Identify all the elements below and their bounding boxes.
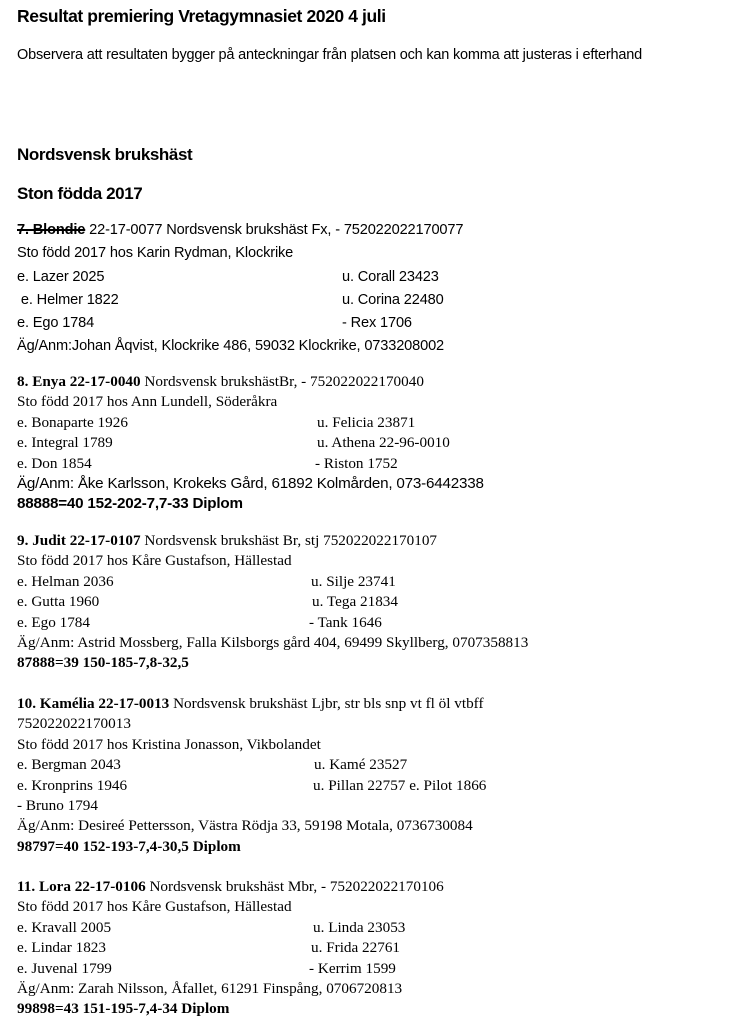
pedigree-dam: u. Linda 23053 [313, 918, 406, 936]
pedigree-row [17, 592, 737, 612]
page-title: Resultat premiering Vretagymnasiet 2020 4 juli [17, 6, 386, 26]
entry-number-name: 10. Kamélia 22-17-0013 [17, 695, 170, 712]
entry-desc-continued: 752022022170013 [17, 715, 131, 733]
pedigree-extra: - Bruno 1794 [17, 796, 98, 814]
entry-born: Sto född 2017 hos Karin Rydman, Klockrike [17, 245, 294, 262]
entry-header [17, 219, 737, 242]
entry-owner: Äg/Anm: Åke Karlsson, Krokeks Gård, 61892 Kolmården, 073-6442338 [17, 474, 484, 492]
entry-result: 88888=40 152-202-7,7-33 Diplom [17, 495, 243, 513]
pedigree-row [17, 776, 737, 796]
entry-born: Sto född 2017 hos Ann Lundell, Söderåkra [17, 393, 278, 411]
pedigree-dam: u. Pillan 22757 e. Pilot 1866 [313, 776, 487, 794]
pedigree-row [17, 613, 737, 633]
pedigree-dam: u. Athena 22-96-0010 [317, 434, 450, 452]
entry-desc: Nordsvensk brukshästBr, - 752022022170040 [144, 373, 424, 390]
pedigree-row [17, 312, 737, 335]
pedigree-sire: e. Bonaparte 1926 [17, 413, 128, 431]
pedigree-dam: u. Felicia 23871 [317, 413, 416, 431]
pedigree-sire: e. Lazer 2025 [17, 268, 105, 285]
pedigree-sire: e. Helman 2036 [17, 572, 114, 590]
entry-born: Sto född 2017 hos Kåre Gustafson, Hällestad [17, 552, 292, 570]
entry-number-name: 11. Lora 22-17-0106 [17, 878, 146, 895]
entry-7 [17, 219, 737, 359]
pedigree-dam: u. Frida 22761 [311, 939, 401, 957]
entry-desc: Nordsvensk brukshäst Ljbr, str bls snp vt fl öl vtbff [173, 695, 484, 712]
pedigree-sire: e. Lindar 1823 [17, 939, 106, 957]
pedigree-row [17, 266, 737, 289]
entry-header [17, 531, 737, 551]
entry-header [17, 877, 737, 897]
pedigree-sire: e. Helmer 1822 [17, 291, 119, 308]
pedigree-row [17, 918, 737, 938]
entry-result: 99898=43 151-195-7,4-34 Diplom [17, 1000, 230, 1018]
entry-owner: Äg/Anm: Astrid Mossberg, Falla Kilsborgs gård 404, 69499 Skyllberg, 0707358813 [17, 633, 529, 651]
pedigree-dam: u. Silje 23741 [311, 572, 396, 590]
pedigree-sire: e. Juvenal 1799 [17, 959, 112, 977]
pedigree-sire: e. Ego 1784 [17, 613, 90, 631]
entry-reg: 22-17-0077 [89, 222, 163, 238]
pedigree-row [17, 433, 737, 453]
entry-result: 87888=39 150-185-7,8-32,5 [17, 654, 189, 672]
breed-heading: Nordsvensk brukshäst [17, 145, 193, 164]
entry-10 [17, 694, 737, 857]
entry-number-name: 8. Enya 22-17-0040 [17, 373, 141, 390]
pedigree-dam: - Tank 1646 [309, 613, 382, 631]
entry-born: Sto född 2017 hos Kåre Gustafson, Hällestad [17, 898, 292, 916]
pedigree-sire: e. Kronprins 1946 [17, 776, 128, 794]
entry-9 [17, 531, 737, 674]
disclaimer-note: Observera att resultaten bygger på anteckningar från platsen och kan komma att justeras i efterhand [17, 47, 643, 63]
pedigree-dam: u. Corina 22480 [342, 291, 444, 308]
pedigree-row [17, 938, 737, 958]
pedigree-dam: u. Corall 23423 [342, 268, 439, 285]
pedigree-dam: - Riston 1752 [315, 454, 398, 472]
pedigree-sire: e. Integral 1789 [17, 434, 113, 452]
entry-11 [17, 877, 737, 1020]
entry-number-name: 7. Blondie [17, 222, 86, 238]
pedigree-sire: e. Bergman 2043 [17, 756, 121, 774]
pedigree-dam: u. Kamé 23527 [314, 756, 408, 774]
entry-desc: Nordsvensk brukshäst Br, stj 752022022170107 [144, 532, 438, 549]
entry-owner: Äg/Anm: Desireé Pettersson, Västra Rödja 33, 59198 Motala, 0736730084 [17, 817, 473, 835]
pedigree-sire: e. Don 1854 [17, 454, 92, 472]
entry-result: 98797=40 152-193-7,4-30,5 Diplom [17, 837, 241, 855]
pedigree-sire: e. Ego 1784 [17, 315, 95, 332]
entry-header [17, 694, 737, 714]
pedigree-row [17, 959, 737, 979]
pedigree-dam: - Kerrim 1599 [309, 959, 396, 977]
pedigree-sire: e. Gutta 1960 [17, 593, 100, 611]
entry-header [17, 372, 737, 392]
entry-born: Sto född 2017 hos Kristina Jonasson, Vikbolandet [17, 735, 321, 753]
entry-owner: Äg/Anm:Johan Åqvist, Klockrike 486, 59032 Klockrike, 0733208002 [17, 338, 445, 355]
entry-desc: Nordsvensk brukshäst Fx, - 752022022170077 [166, 222, 464, 238]
pedigree-dam: u. Tega 21834 [312, 593, 398, 611]
entry-desc: Nordsvensk brukshäst Mbr, - 752022022170106 [149, 878, 444, 895]
pedigree-row [17, 454, 737, 474]
pedigree-sire: e. Kravall 2005 [17, 918, 112, 936]
entry-8 [17, 372, 737, 515]
pedigree-row [17, 413, 737, 433]
pedigree-row [17, 289, 737, 312]
class-heading: Ston födda 2017 [17, 184, 143, 203]
pedigree-row [17, 755, 737, 775]
pedigree-row [17, 572, 737, 592]
entry-owner: Äg/Anm: Zarah Nilsson, Åfallet, 61291 Finspång, 0706720813 [17, 979, 403, 997]
entry-number-name: 9. Judit 22-17-0107 [17, 532, 141, 549]
pedigree-dam: - Rex 1706 [342, 315, 412, 332]
